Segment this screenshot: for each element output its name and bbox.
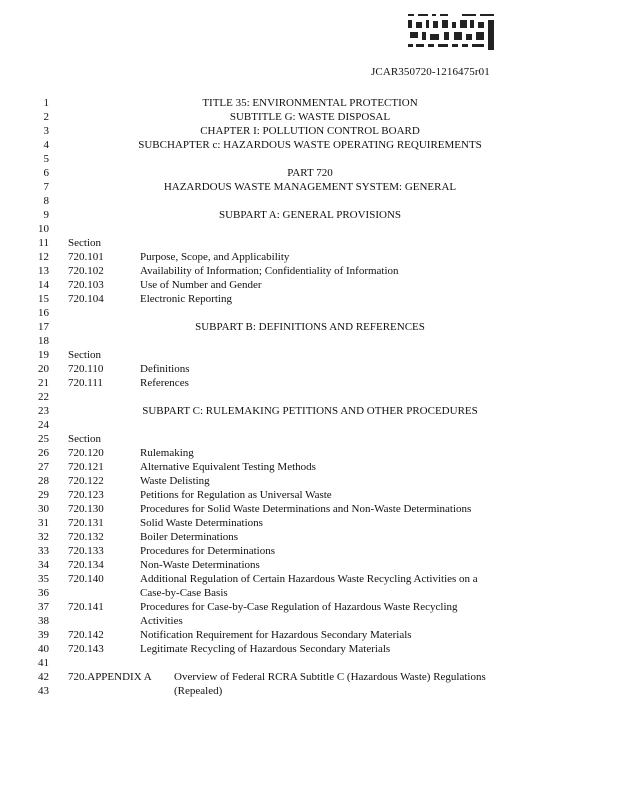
section-number: 720.101 bbox=[68, 251, 104, 263]
section-title: Solid Waste Determinations bbox=[140, 517, 263, 529]
section-title: Electronic Reporting bbox=[140, 293, 232, 305]
toc-row bbox=[0, 628, 619, 642]
line-number: 26 bbox=[38, 447, 49, 459]
section-number: 720.123 bbox=[68, 489, 104, 501]
line-number: 30 bbox=[38, 503, 49, 515]
line-number: 18 bbox=[38, 335, 49, 347]
line-number: 21 bbox=[38, 377, 49, 389]
line-number: 25 bbox=[38, 433, 49, 445]
toc-row bbox=[0, 376, 619, 390]
toc-row bbox=[0, 278, 619, 292]
section-title: Procedures for Determinations bbox=[140, 545, 276, 557]
toc-row bbox=[0, 516, 619, 530]
section-title: Additional Regulation of Certain Hazardous Waste Recycling Activities on a bbox=[140, 573, 478, 585]
section-number: 720.130 bbox=[68, 503, 104, 515]
toc-row bbox=[0, 642, 619, 656]
line-number: 37 bbox=[38, 601, 49, 613]
toc-row bbox=[0, 264, 619, 278]
section-number: 720.110 bbox=[68, 363, 104, 375]
toc-row bbox=[0, 488, 619, 502]
toc-row bbox=[0, 572, 619, 586]
line-number: 29 bbox=[38, 489, 49, 501]
subpart-c-heading: SUBPART C: RULEMAKING PETITIONS AND OTHER PROCEDURES bbox=[142, 405, 478, 417]
section-title: Waste Delisting bbox=[140, 475, 210, 487]
line-number: 20 bbox=[38, 363, 49, 375]
part-name-heading: HAZARDOUS WASTE MANAGEMENT SYSTEM: GENERAL bbox=[163, 181, 457, 193]
line-number: 34 bbox=[38, 559, 49, 571]
toc-row bbox=[0, 250, 619, 264]
toc-row bbox=[0, 558, 619, 572]
section-number: 720.120 bbox=[68, 447, 104, 459]
section-number: 720.121 bbox=[68, 461, 104, 473]
section-number: 720.102 bbox=[68, 265, 104, 277]
toc-row bbox=[0, 502, 619, 516]
section-label: Section bbox=[68, 349, 101, 361]
subpart-a-heading: SUBPART A: GENERAL PROVISIONS bbox=[219, 209, 401, 221]
line-number: 17 bbox=[38, 321, 49, 333]
toc-row bbox=[0, 614, 619, 628]
toc-row bbox=[0, 544, 619, 558]
title-heading: TITLE 35: ENVIRONMENTAL PROTECTION bbox=[202, 97, 418, 109]
line-number: 5 bbox=[43, 153, 49, 165]
section-title: Rulemaking bbox=[140, 447, 194, 459]
section-number: 720.140 bbox=[68, 573, 104, 585]
appendix-number: 720.APPENDIX A bbox=[68, 671, 152, 683]
section-title: References bbox=[140, 377, 189, 389]
line-number: 39 bbox=[38, 629, 49, 641]
line-number: 3 bbox=[43, 125, 49, 137]
toc-row bbox=[0, 530, 619, 544]
section-title: Definitions bbox=[140, 363, 190, 375]
section-number: 720.131 bbox=[68, 517, 104, 529]
section-number: 720.143 bbox=[68, 643, 104, 655]
line-number: 1 bbox=[43, 97, 49, 109]
line-number: 13 bbox=[38, 265, 49, 277]
toc-row bbox=[0, 600, 619, 614]
subpart-b-heading: SUBPART B: DEFINITIONS AND REFERENCES bbox=[195, 321, 425, 333]
line-number: 9 bbox=[43, 209, 49, 221]
toc-row bbox=[0, 474, 619, 488]
line-number: 24 bbox=[38, 419, 49, 431]
line-number: 10 bbox=[38, 223, 49, 235]
line-number: 23 bbox=[38, 405, 49, 417]
toc-row bbox=[0, 460, 619, 474]
section-title: Availability of Information; Confidentiality of Information bbox=[140, 265, 399, 277]
subchapter-heading: SUBCHAPTER c: HAZARDOUS WASTE OPERATING REQUIREMENTS bbox=[138, 139, 482, 151]
section-title: Procedures for Solid Waste Determinations and Non-Waste Determinations bbox=[140, 503, 472, 515]
line-number: 33 bbox=[38, 545, 49, 557]
section-title: Case-by-Case Basis bbox=[140, 587, 228, 599]
line-number: 8 bbox=[43, 195, 49, 207]
toc-row bbox=[0, 670, 619, 684]
section-number: 720.122 bbox=[68, 475, 104, 487]
section-number: 720.142 bbox=[68, 629, 104, 641]
section-title: Non-Waste Determinations bbox=[140, 559, 260, 571]
toc-row bbox=[0, 586, 619, 600]
section-title: Alternative Equivalent Testing Methods bbox=[140, 461, 316, 473]
line-number: 36 bbox=[38, 587, 49, 599]
section-number: 720.111 bbox=[68, 377, 103, 389]
section-number: 720.134 bbox=[68, 559, 104, 571]
line-number: 7 bbox=[43, 181, 49, 193]
section-number: 720.103 bbox=[68, 279, 104, 291]
subtitle-heading: SUBTITLE G: WASTE DISPOSAL bbox=[229, 111, 391, 123]
appendix-title: Overview of Federal RCRA Subtitle C (Hazardous Waste) Regulations bbox=[174, 671, 486, 683]
line-number: 15 bbox=[38, 293, 49, 305]
section-number: 720.104 bbox=[68, 293, 104, 305]
section-number: 720.141 bbox=[68, 601, 104, 613]
document-id: JCAR350720-1216475r01 bbox=[371, 66, 490, 78]
line-number: 35 bbox=[38, 573, 49, 585]
received-stamp bbox=[406, 10, 498, 54]
line-number: 28 bbox=[38, 475, 49, 487]
section-title: Purpose, Scope, and Applicability bbox=[140, 251, 290, 263]
section-title: Activities bbox=[140, 615, 183, 627]
line-number: 40 bbox=[38, 643, 49, 655]
part-heading: PART 720 bbox=[287, 167, 333, 179]
section-number: 720.133 bbox=[68, 545, 104, 557]
line-number: 16 bbox=[38, 307, 49, 319]
line-number: 22 bbox=[38, 391, 49, 403]
line-number: 14 bbox=[38, 279, 49, 291]
line-number: 12 bbox=[38, 251, 49, 263]
section-label: Section bbox=[68, 433, 101, 445]
section-title: Boiler Determinations bbox=[140, 531, 239, 543]
line-number: 41 bbox=[38, 657, 49, 669]
line-number: 38 bbox=[38, 615, 49, 627]
line-number: 6 bbox=[43, 167, 49, 179]
section-label: Section bbox=[68, 237, 101, 249]
section-number: 720.132 bbox=[68, 531, 104, 543]
section-title: Legitimate Recycling of Hazardous Secondary Materials bbox=[140, 643, 391, 655]
line-number: 31 bbox=[38, 517, 49, 529]
line-number: 27 bbox=[38, 461, 49, 473]
toc-row bbox=[0, 362, 619, 376]
appendix-title-cont: (Repealed) bbox=[174, 685, 223, 697]
section-title: Procedures for Case-by-Case Regulation of Hazardous Waste Recycling bbox=[140, 601, 458, 613]
line-number: 43 bbox=[38, 685, 49, 697]
toc-row bbox=[0, 446, 619, 460]
line-number: 2 bbox=[43, 111, 49, 123]
line-number: 4 bbox=[43, 139, 49, 151]
line-number: 42 bbox=[38, 671, 49, 683]
section-title: Notification Requirement for Hazardous Secondary Materials bbox=[140, 629, 412, 641]
line-number: 11 bbox=[38, 237, 49, 249]
section-title: Use of Number and Gender bbox=[140, 279, 262, 291]
section-title: Petitions for Regulation as Universal Waste bbox=[140, 489, 332, 501]
line-number: 32 bbox=[38, 531, 49, 543]
chapter-heading: CHAPTER I: POLLUTION CONTROL BOARD bbox=[200, 125, 420, 137]
line-number: 19 bbox=[38, 349, 49, 361]
toc-row bbox=[0, 292, 619, 306]
